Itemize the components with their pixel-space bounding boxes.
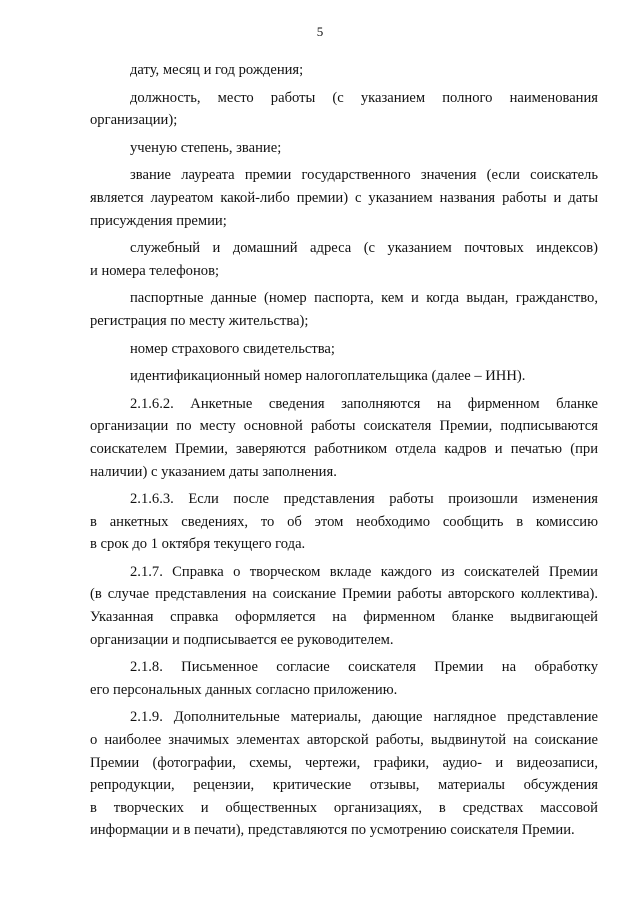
paragraph-passport xyxy=(90,287,598,332)
paragraph-line: информации и в печати), представляются по усмотрению соискателя Премии. xyxy=(90,822,575,839)
paragraph-line: присуждения премии; xyxy=(90,212,227,229)
page-number: 5 xyxy=(316,24,324,39)
paragraph-line: 2.1.9. Дополнительные материалы, дающие наглядное представление xyxy=(130,709,598,726)
paragraph-birth-date xyxy=(90,59,598,82)
paragraph-line: звание лауреата премии государственного значения (если соискатель xyxy=(130,167,598,184)
paragraph-line: паспортные данные (номер паспорта, кем и когда выдан, гражданство, xyxy=(130,290,598,307)
paragraph-line: идентификационный номер налогоплательщика (далее – ИНН). xyxy=(130,368,526,385)
paragraph-line: в творческих и общественных организациях, в средствах массовой xyxy=(90,799,598,816)
paragraph-2-1-6-2 xyxy=(90,393,598,483)
paragraph-line: 2.1.8. Письменное согласие соискателя Премии на обработку xyxy=(130,659,598,676)
paragraph-2-1-7 xyxy=(90,561,598,651)
paragraph-line: 2.1.6.3. Если после представления работы произошли изменения xyxy=(130,491,598,508)
paragraph-2-1-9 xyxy=(90,706,598,842)
paragraph-line: дату, месяц и год рождения; xyxy=(130,62,304,78)
paragraph-addresses xyxy=(90,237,598,282)
paragraph-line: (в случае представления на соискание Премии работы авторского коллектива). xyxy=(90,586,598,603)
paragraph-line: 2.1.7. Справка о творческом вкладе каждого из соискателей Премии xyxy=(130,563,598,580)
paragraph-line: организации); xyxy=(90,112,178,129)
paragraph-line: его персональных данных согласно приложению. xyxy=(90,681,398,698)
paragraph-line: регистрация по месту жительства); xyxy=(90,312,309,329)
document-body xyxy=(90,59,598,842)
paragraph-2-1-6-3 xyxy=(90,488,598,556)
paragraph-line: в срок до 1 октября текущего года. xyxy=(90,536,306,553)
paragraph-line: наличии) с указанием даты заполнения. xyxy=(90,463,337,480)
paragraph-line: организации по месту основной работы соискателя Премии, подписываются xyxy=(90,418,598,435)
paragraph-line: является лауреатом какой-либо премии) с указанием названия работы и даты xyxy=(90,189,598,206)
paragraph-line: и номера телефонов; xyxy=(90,262,220,279)
paragraph-laureate xyxy=(90,164,598,232)
paragraph-2-1-8 xyxy=(90,656,598,701)
paragraph-degree xyxy=(90,137,598,160)
paragraph-line: репродукции, рецензии, критические отзывы, материалы обсуждения xyxy=(90,777,598,794)
paragraph-line: организации и подписывается ее руководителем. xyxy=(90,631,394,648)
paragraph-line: 2.1.6.2. Анкетные сведения заполняются на фирменном бланке xyxy=(130,395,598,412)
paragraph-insurance xyxy=(90,338,598,361)
paragraph-line: о наиболее значимых элементах авторской работы, выдвинутой на соискание xyxy=(90,732,598,749)
paragraph-line: соискателем Премии, заверяются работником отдела кадров и печатью (при xyxy=(90,440,598,457)
paragraph-line: номер страхового свидетельства; xyxy=(130,340,335,357)
paragraph-line: в анкетных сведениях, то об этом необходимо сообщить в комиссию xyxy=(90,513,598,530)
paragraph-line: должность, место работы (с указанием полного наименования xyxy=(130,89,598,106)
paragraph-line: служебный и домашний адреса (с указанием почтовых индексов) xyxy=(130,240,598,257)
paragraph-line: Премии (фотографии, схемы, чертежи, графики, аудио- и видеозаписи, xyxy=(90,754,598,771)
paragraph-line: Указанная справка оформляется на фирменном бланке выдвигающей xyxy=(90,609,598,626)
paragraph-position xyxy=(90,87,598,132)
paragraph-inn xyxy=(90,365,598,388)
paragraph-line: ученую степень, звание; xyxy=(130,139,282,156)
